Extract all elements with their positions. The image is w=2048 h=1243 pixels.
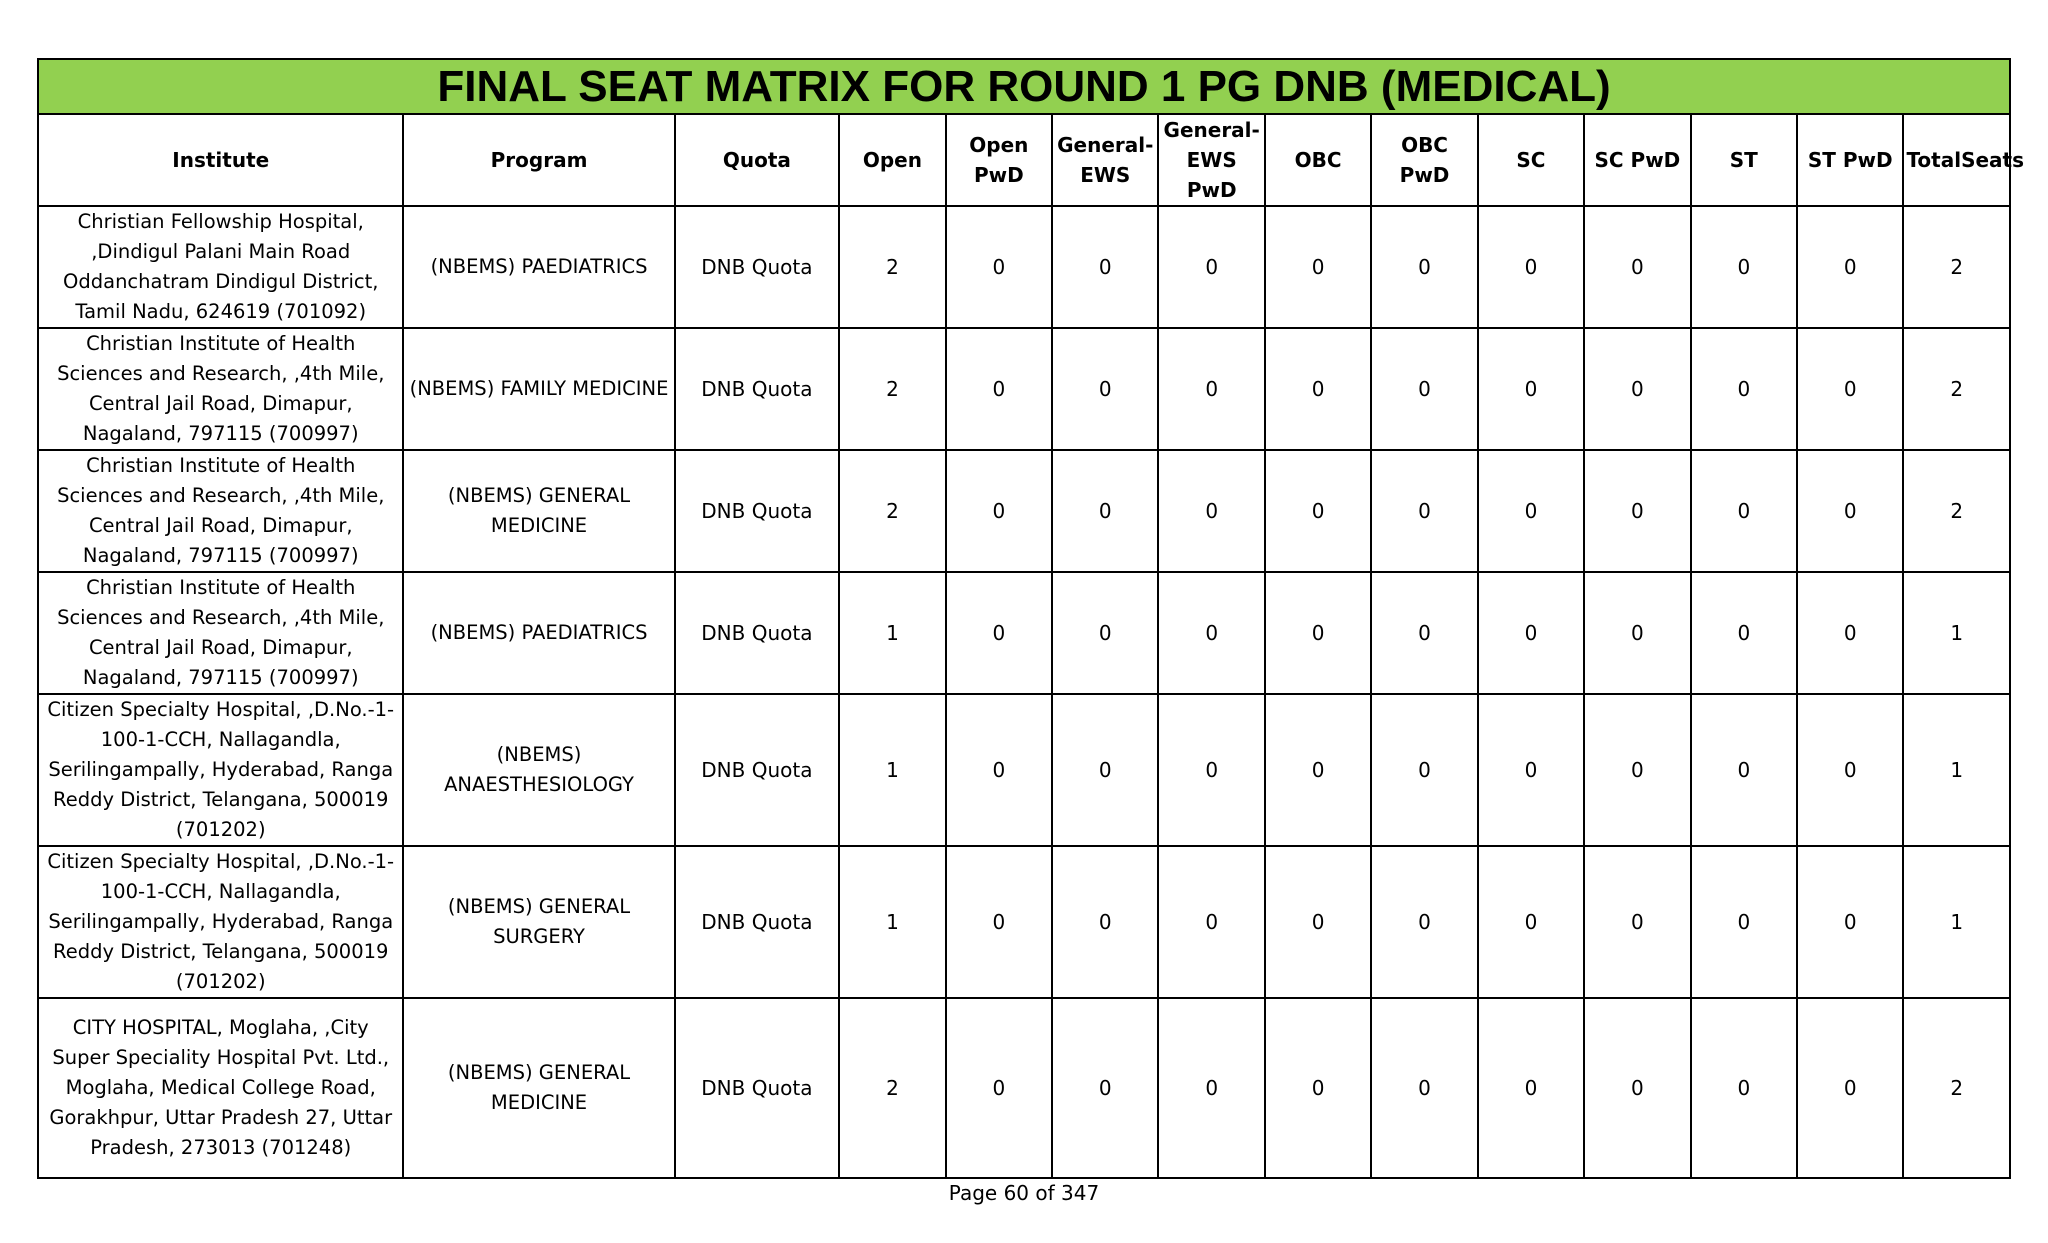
cell-obc-pwd: 0 (1371, 450, 1477, 572)
cell-st: 0 (1691, 450, 1797, 572)
cell-general-ews: 0 (1052, 206, 1158, 328)
cell-st-pwd: 0 (1797, 572, 1903, 694)
table-body (38, 206, 2010, 1178)
cell-quota: DNB Quota (675, 572, 840, 694)
cell-obc: 0 (1265, 450, 1371, 572)
cell-sc-pwd: 0 (1584, 846, 1690, 998)
table-row (38, 572, 2010, 694)
cell-obc: 0 (1265, 572, 1371, 694)
cell-general-ews-pwd: 0 (1158, 572, 1264, 694)
cell-open-pwd: 0 (946, 572, 1052, 694)
cell-st: 0 (1691, 328, 1797, 450)
cell-open-pwd: 0 (946, 328, 1052, 450)
cell-general-ews: 0 (1052, 998, 1158, 1178)
cell-st-pwd: 0 (1797, 450, 1903, 572)
cell-obc-pwd: 0 (1371, 694, 1477, 846)
cell-open: 1 (839, 694, 945, 846)
cell-sc: 0 (1478, 450, 1584, 572)
col-header-sc-pwd: SC PwD (1584, 114, 1690, 206)
col-header-sc: SC (1478, 114, 1584, 206)
cell-total-seats: 2 (1903, 998, 2010, 1178)
cell-sc-pwd: 0 (1584, 694, 1690, 846)
cell-general-ews-pwd: 0 (1158, 206, 1264, 328)
header-row (38, 114, 2010, 206)
cell-total-seats: 2 (1903, 450, 2010, 572)
cell-sc: 0 (1478, 694, 1584, 846)
cell-general-ews-pwd: 0 (1158, 998, 1264, 1178)
cell-sc-pwd: 0 (1584, 572, 1690, 694)
cell-total-seats: 2 (1903, 206, 2010, 328)
col-header-program: Program (403, 114, 674, 206)
table-row (38, 450, 2010, 572)
table-row (38, 998, 2010, 1178)
cell-general-ews: 0 (1052, 694, 1158, 846)
col-header-total-seats: TotalSeats (1903, 114, 2010, 206)
cell-program: (NBEMS) FAMILY MEDICINE (403, 328, 674, 450)
cell-open: 2 (839, 206, 945, 328)
col-header-general-ews: General-EWS (1052, 114, 1158, 206)
col-header-st: ST (1691, 114, 1797, 206)
cell-open-pwd: 0 (946, 998, 1052, 1178)
cell-institute: CITY HOSPITAL, Moglaha, ,City Super Speciality Hospital Pvt. Ltd., Moglaha, Medical College Road, Gorakhpur, Uttar Pradesh 27, Uttar Pradesh, 273013 (701248) (38, 998, 403, 1178)
cell-program: (NBEMS) PAEDIATRICS (403, 206, 674, 328)
cell-quota: DNB Quota (675, 328, 840, 450)
cell-sc: 0 (1478, 998, 1584, 1178)
table-row (38, 694, 2010, 846)
title-bar (37, 58, 2011, 113)
col-header-institute: Institute (38, 114, 403, 206)
cell-st-pwd: 0 (1797, 846, 1903, 998)
cell-st: 0 (1691, 694, 1797, 846)
cell-program: (NBEMS) GENERAL MEDICINE (403, 998, 674, 1178)
cell-general-ews-pwd: 0 (1158, 846, 1264, 998)
cell-institute: Christian Fellowship Hospital, ,Dindigul Palani Main Road Oddanchatram Dindigul District, Tamil Nadu, 624619 (701092) (38, 206, 403, 328)
cell-institute: Citizen Specialty Hospital, ,D.No.-1-100-1-CCH, Nallagandla, Serilingampally, Hyderabad, Ranga Reddy District, Telangana, 500019 (701202) (38, 846, 403, 998)
col-header-st-pwd: ST PwD (1797, 114, 1903, 206)
col-header-quota: Quota (675, 114, 840, 206)
cell-st: 0 (1691, 846, 1797, 998)
cell-total-seats: 2 (1903, 328, 2010, 450)
table-row (38, 846, 2010, 998)
cell-sc-pwd: 0 (1584, 998, 1690, 1178)
cell-sc-pwd: 0 (1584, 450, 1690, 572)
cell-obc: 0 (1265, 998, 1371, 1178)
cell-st-pwd: 0 (1797, 694, 1903, 846)
cell-open-pwd: 0 (946, 694, 1052, 846)
seat-matrix-table (37, 113, 2025, 1179)
page-title: FINAL SEAT MATRIX FOR ROUND 1 PG DNB (MEDICAL) (437, 61, 1611, 111)
cell-program: (NBEMS) GENERAL MEDICINE (403, 450, 674, 572)
cell-open: 1 (839, 846, 945, 998)
cell-obc-pwd: 0 (1371, 206, 1477, 328)
col-header-obc-pwd: OBC PwD (1371, 114, 1477, 206)
cell-obc: 0 (1265, 846, 1371, 998)
col-header-open: Open (839, 114, 945, 206)
cell-institute: Christian Institute of Health Sciences and Research, ,4th Mile, Central Jail Road, Dimapur, Nagaland, 797115 (700997) (38, 328, 403, 450)
cell-sc: 0 (1478, 846, 1584, 998)
col-header-open-pwd: Open PwD (946, 114, 1052, 206)
cell-st: 0 (1691, 998, 1797, 1178)
cell-institute: Citizen Specialty Hospital, ,D.No.-1-100-1-CCH, Nallagandla, Serilingampally, Hyderabad, Ranga Reddy District, Telangana, 500019 (701202) (38, 694, 403, 846)
table-row (38, 206, 2010, 328)
cell-st-pwd: 0 (1797, 328, 1903, 450)
cell-general-ews: 0 (1052, 846, 1158, 998)
cell-obc: 0 (1265, 206, 1371, 328)
cell-sc-pwd: 0 (1584, 328, 1690, 450)
cell-quota: DNB Quota (675, 998, 840, 1178)
cell-quota: DNB Quota (675, 206, 840, 328)
cell-quota: DNB Quota (675, 450, 840, 572)
cell-institute: Christian Institute of Health Sciences and Research, ,4th Mile, Central Jail Road, Dimapur, Nagaland, 797115 (700997) (38, 572, 403, 694)
cell-open: 2 (839, 450, 945, 572)
cell-st: 0 (1691, 572, 1797, 694)
cell-quota: DNB Quota (675, 846, 840, 998)
cell-general-ews-pwd: 0 (1158, 450, 1264, 572)
cell-general-ews: 0 (1052, 572, 1158, 694)
cell-sc: 0 (1478, 206, 1584, 328)
table-row (38, 328, 2010, 450)
page-number: Page 60 of 347 (948, 1181, 1100, 1205)
cell-obc-pwd: 0 (1371, 572, 1477, 694)
cell-obc: 0 (1265, 328, 1371, 450)
cell-st: 0 (1691, 206, 1797, 328)
cell-general-ews: 0 (1052, 450, 1158, 572)
cell-sc-pwd: 0 (1584, 206, 1690, 328)
cell-program: (NBEMS) PAEDIATRICS (403, 572, 674, 694)
cell-open-pwd: 0 (946, 206, 1052, 328)
cell-open-pwd: 0 (946, 846, 1052, 998)
cell-obc: 0 (1265, 694, 1371, 846)
cell-open-pwd: 0 (946, 450, 1052, 572)
cell-general-ews: 0 (1052, 328, 1158, 450)
cell-institute: Christian Institute of Health Sciences and Research, ,4th Mile, Central Jail Road, Dimapur, Nagaland, 797115 (700997) (38, 450, 403, 572)
cell-total-seats: 1 (1903, 694, 2010, 846)
cell-quota: DNB Quota (675, 694, 840, 846)
cell-st-pwd: 0 (1797, 206, 1903, 328)
cell-general-ews-pwd: 0 (1158, 328, 1264, 450)
col-header-obc: OBC (1265, 114, 1371, 206)
col-header-general-ews-pwd: General-EWS PwD (1158, 114, 1264, 206)
cell-obc-pwd: 0 (1371, 328, 1477, 450)
cell-open: 2 (839, 328, 945, 450)
cell-sc: 0 (1478, 328, 1584, 450)
cell-obc-pwd: 0 (1371, 846, 1477, 998)
cell-general-ews-pwd: 0 (1158, 694, 1264, 846)
cell-total-seats: 1 (1903, 572, 2010, 694)
cell-st-pwd: 0 (1797, 998, 1903, 1178)
cell-obc-pwd: 0 (1371, 998, 1477, 1178)
cell-total-seats: 1 (1903, 846, 2010, 998)
cell-program: (NBEMS) GENERAL SURGERY (403, 846, 674, 998)
cell-open: 2 (839, 998, 945, 1178)
cell-sc: 0 (1478, 572, 1584, 694)
seat-matrix-sheet (37, 58, 2025, 1179)
cell-open: 1 (839, 572, 945, 694)
cell-program: (NBEMS) ANAESTHESIOLOGY (403, 694, 674, 846)
